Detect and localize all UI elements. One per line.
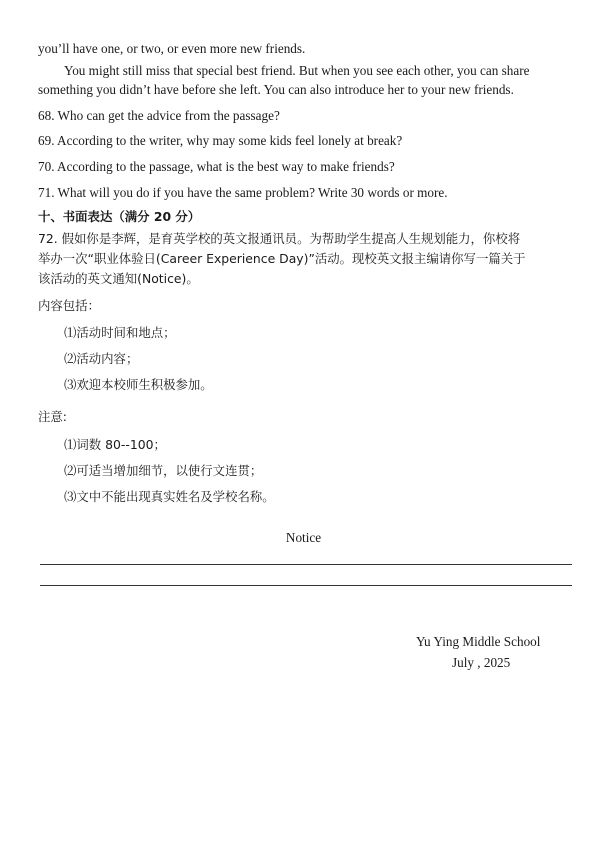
answer-line-2 [40,585,572,586]
content-item-1: ⑴活动时间和地点； [64,325,176,340]
section-heading: 十、书面表达（满分 20 分） [38,209,201,224]
signature-school: Yu Ying Middle School [416,634,541,649]
question-71: 71. What will you do if you have the same problem? Write 30 words or more. [38,185,448,200]
notes-item-3: ⑶文中不能出现真实姓名及学校名称。 [64,489,275,504]
passage-line-3: something you didn’t have before she left. You can also introduce her to your new friends. [38,82,514,97]
signature-date: July , 2025 [452,655,511,670]
notes-label: 注意: [38,409,67,424]
passage-line-2: You might still miss that special best friend. But when you see each other, you can share [64,63,530,78]
content-item-2: ⑵活动内容； [64,351,139,366]
answer-line-1 [40,564,572,565]
notes-item-1: ⑴词数 80--100； [64,437,166,452]
question-69: 69. According to the writer, why may some kids feel lonely at break? [38,133,403,148]
prompt-line-1: 72. 假如你是李辉，是育英学校的英文报通讯员。为帮助学生提高人生规划能力，你校将 [38,231,521,246]
passage-line-1: you’ll have one, or two, or even more new friends. [38,41,306,56]
question-70: 70. According to the passage, what is the best way to make friends? [38,159,395,174]
content-label: 内容包括： [38,298,100,313]
content-item-3: ⑶欢迎本校师生积极参加。 [64,377,213,392]
prompt-line-2: 举办一次“职业体验日(Career Experience Day)”活动。现校英文报主编请你写一篇关于 [38,251,526,266]
question-68: 68. Who can get the advice from the passage? [38,108,280,123]
prompt-line-3: 该活动的英文通知(Notice)。 [38,271,199,286]
notice-title: Notice [285,530,322,545]
notes-item-2: ⑵可适当增加细节，以使行文连贯； [64,463,263,478]
